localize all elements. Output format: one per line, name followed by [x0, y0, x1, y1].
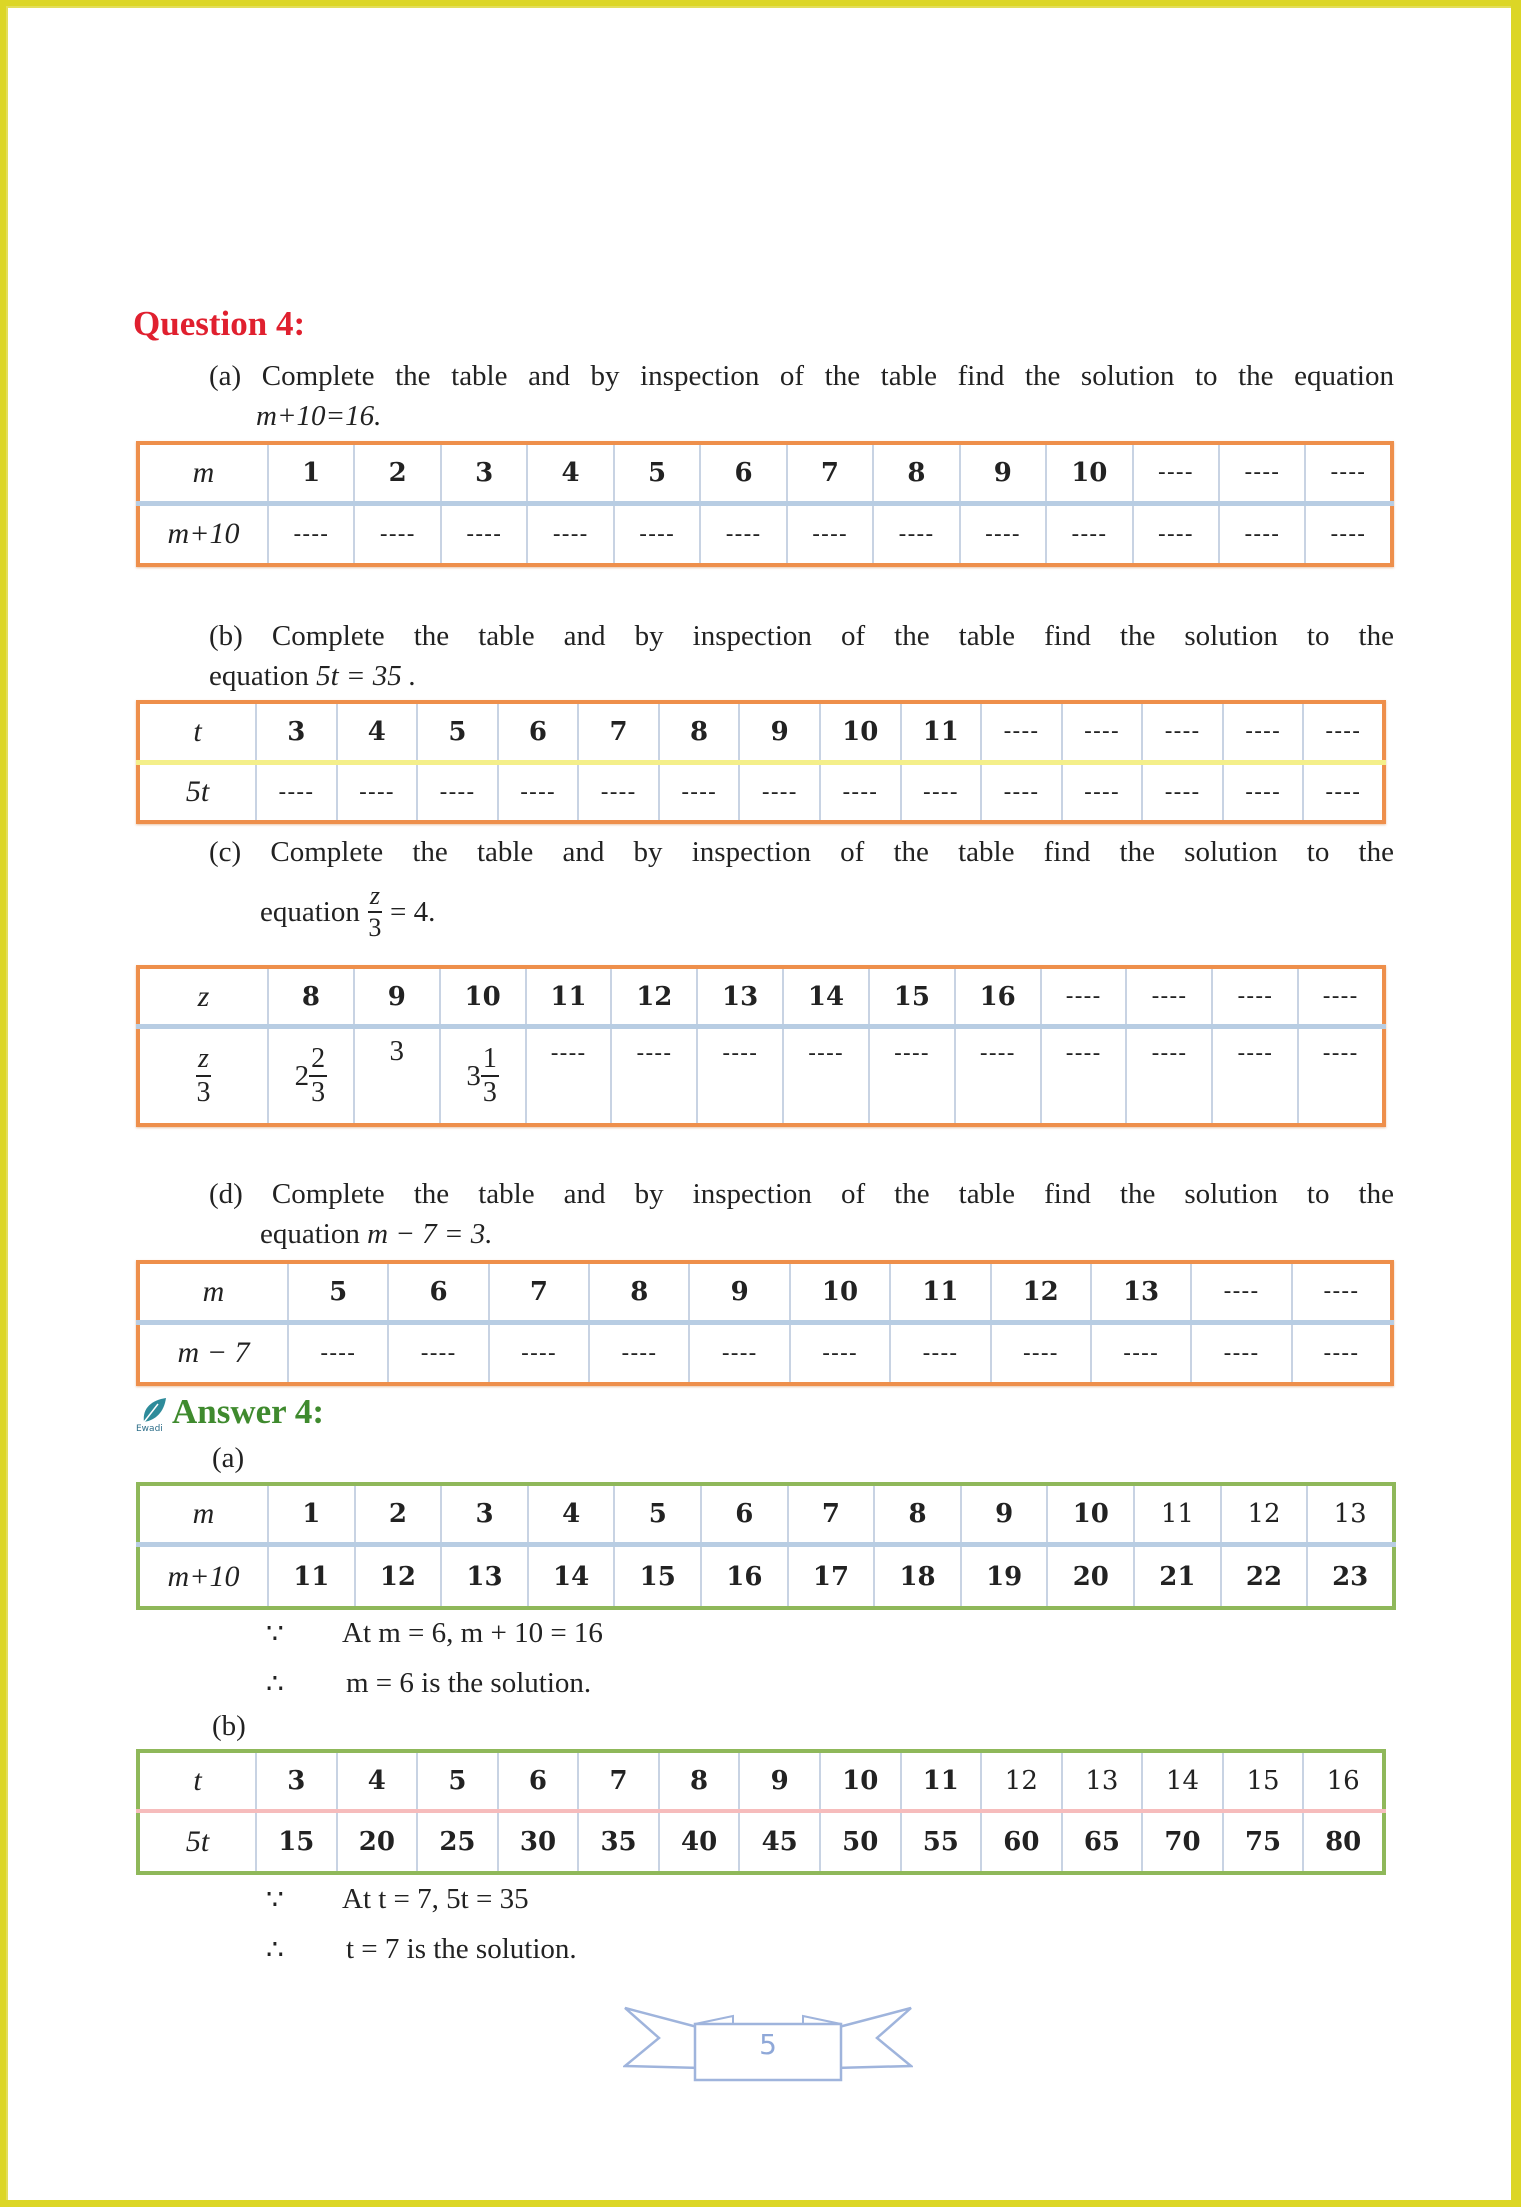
blank-cell: ----: [960, 503, 1046, 565]
therefore-symbol: ∴: [266, 1935, 284, 1966]
answer-b-because-text: At t = 7, 5t = 35: [342, 1883, 529, 1915]
cell: 20: [337, 1811, 418, 1873]
cell: 2: [354, 443, 440, 503]
blank-cell: ----: [578, 762, 659, 822]
answer-title: Answer 4:: [172, 1392, 324, 1431]
question-b-table: [136, 700, 1386, 824]
blank-cell: ----: [337, 762, 418, 822]
answer-heading: [136, 1392, 324, 1432]
blank-cell: ----: [1062, 762, 1143, 822]
blank-cell: ----: [689, 1322, 789, 1384]
blank-cell: ----: [614, 503, 700, 565]
blank-cell: ----: [1041, 1027, 1127, 1126]
cell: 10: [790, 1262, 890, 1322]
blank-cell: ----: [1298, 967, 1384, 1027]
cell: 15: [614, 1545, 701, 1608]
cell: 7: [489, 1262, 589, 1322]
logo-text: Ewadi: [136, 1424, 163, 1434]
blank-cell: ----: [783, 1027, 869, 1126]
whole-part: 3: [466, 1059, 481, 1092]
blank-cell: ----: [388, 1322, 488, 1384]
because-symbol: ∵: [266, 1885, 284, 1916]
cell: 70: [1142, 1811, 1223, 1873]
blank-cell: ----: [873, 503, 959, 565]
blank-cell: ----: [1191, 1322, 1291, 1384]
cell: 4: [337, 702, 418, 762]
cell: 17: [788, 1545, 875, 1608]
cell: 30: [498, 1811, 579, 1873]
blank-cell: ----: [659, 762, 740, 822]
cell: 7: [578, 702, 659, 762]
blank-cell: ----: [288, 1322, 388, 1384]
cell: 15: [869, 967, 955, 1027]
question-a-equation: m+10=16.: [256, 400, 382, 432]
blank-cell: ----: [869, 1027, 955, 1126]
question-d-equation: m − 7 = 3.: [367, 1218, 493, 1250]
cell: 3: [441, 443, 527, 503]
blank-cell: ----: [1212, 1027, 1298, 1126]
cell: 3: [441, 1484, 528, 1545]
cell: 14: [528, 1545, 615, 1608]
equation-prefix: equation: [209, 660, 309, 692]
row-label: 5t: [138, 762, 256, 822]
answer-b-therefore-text: t = 7 is the solution.: [346, 1933, 577, 1965]
blank-cell: ----: [981, 762, 1062, 822]
cell: 9: [739, 702, 820, 762]
cell: 4: [337, 1751, 418, 1811]
row-label: m: [192, 1497, 215, 1531]
question-d-text: (d) Complete the table and by inspection of the table find the solution to the: [209, 1178, 1394, 1210]
cell: 21: [1134, 1545, 1221, 1608]
equation-prefix: equation: [260, 1218, 360, 1250]
cell: 16: [1303, 1751, 1384, 1811]
blank-cell: ----: [991, 1322, 1091, 1384]
blank-cell: ----: [527, 503, 613, 565]
blank-cell: ----: [1091, 1322, 1191, 1384]
fraction: [481, 1045, 499, 1107]
question-d-equation-line: [260, 1218, 492, 1251]
blank-cell: ----: [256, 762, 337, 822]
blank-cell: ----: [498, 762, 579, 822]
cell: 4: [527, 443, 613, 503]
blank-cell: ----: [700, 503, 786, 565]
blank-cell: ----: [354, 503, 440, 565]
cell: 5: [417, 1751, 498, 1811]
cell: 12: [991, 1262, 1091, 1322]
cell: 80: [1303, 1811, 1384, 1873]
blank-cell: ----: [1298, 1027, 1384, 1126]
cell: 14: [1142, 1751, 1223, 1811]
fraction-denominator: 3: [368, 913, 382, 942]
blank-cell: ----: [1133, 503, 1219, 565]
blank-cell: ----: [790, 1322, 890, 1384]
cell: 22: [1221, 1545, 1308, 1608]
cell: 35: [578, 1811, 659, 1873]
fraction: [196, 1045, 211, 1107]
blank-cell: ----: [820, 762, 901, 822]
fraction-denominator: 3: [196, 1077, 211, 1108]
blank-cell: ----: [611, 1027, 697, 1126]
blank-cell: ----: [1292, 1262, 1392, 1322]
cell: 65: [1062, 1811, 1143, 1873]
cell: 11: [890, 1262, 990, 1322]
fraction-denominator: 3: [482, 1077, 497, 1108]
blank-cell: ----: [1046, 503, 1132, 565]
cell: 19: [961, 1545, 1048, 1608]
fraction-denominator: 3: [311, 1077, 326, 1108]
row-label: m − 7: [138, 1322, 288, 1384]
cell: 13: [1091, 1262, 1191, 1322]
cell: 55: [901, 1811, 982, 1873]
fraction-numerator: z: [196, 1045, 211, 1077]
cell: 7: [787, 443, 873, 503]
question-b-text: (b) Complete the table and by inspection of the table find the solution to the: [209, 620, 1394, 652]
cell: 3: [256, 1751, 337, 1811]
cell: 8: [659, 702, 740, 762]
blank-cell: ----: [441, 503, 527, 565]
blank-cell: ----: [526, 1027, 612, 1126]
blank-cell: ----: [1303, 702, 1384, 762]
cell: 6: [388, 1262, 488, 1322]
cell: 45: [739, 1811, 820, 1873]
row-label: 5t: [138, 1811, 256, 1873]
question-c-table: [136, 965, 1386, 1127]
question-c-equation-line: [260, 883, 435, 941]
cell: 7: [788, 1484, 875, 1545]
equation-prefix: equation: [260, 895, 360, 928]
blank-cell: ----: [901, 762, 982, 822]
cell: 6: [701, 1484, 788, 1545]
row-label: z: [197, 979, 210, 1013]
cell: 3: [256, 702, 337, 762]
question-d-table: [136, 1260, 1394, 1386]
cell: 9: [960, 443, 1046, 503]
cell: 11: [1134, 1484, 1221, 1545]
row-label: t: [193, 714, 202, 748]
cell: 7: [578, 1751, 659, 1811]
cell: 5: [288, 1262, 388, 1322]
cell: 9: [354, 967, 440, 1027]
cell: 10: [1046, 443, 1132, 503]
blank-cell: ----: [1305, 443, 1392, 503]
cell: 3: [354, 1027, 440, 1126]
cell: 15: [1223, 1751, 1304, 1811]
cell: 40: [659, 1811, 740, 1873]
blank-cell: ----: [981, 702, 1062, 762]
cell: 11: [901, 1751, 982, 1811]
blank-cell: ----: [1223, 762, 1304, 822]
cell: 1: [268, 443, 354, 503]
blank-cell: ----: [1191, 1262, 1291, 1322]
cell: 6: [498, 1751, 579, 1811]
blank-cell: ----: [1142, 762, 1223, 822]
mixed-number: [295, 1045, 328, 1107]
cell: 8: [589, 1262, 689, 1322]
blank-cell: ----: [787, 503, 873, 565]
fraction-numerator: 1: [481, 1045, 499, 1077]
blank-cell: ----: [1212, 967, 1298, 1027]
cell: 12: [1221, 1484, 1308, 1545]
question-b-equation: 5t = 35 .: [316, 660, 417, 692]
blank-cell: ----: [955, 1027, 1041, 1126]
question-title: Question 4:: [133, 304, 306, 343]
cell: 8: [874, 1484, 961, 1545]
cell: 10: [820, 702, 901, 762]
cell: 20: [1047, 1545, 1134, 1608]
question-a-text: (a) Complete the table and by inspection of the table find the solution to the equation: [209, 360, 1394, 392]
cell: 6: [700, 443, 786, 503]
answer-b-label: (b): [212, 1710, 246, 1742]
cell: 16: [955, 967, 1041, 1027]
therefore-symbol: ∴: [266, 1669, 284, 1700]
question-a-table: [136, 441, 1394, 567]
blank-cell: ----: [417, 762, 498, 822]
cell: 9: [961, 1484, 1048, 1545]
cell: [440, 1027, 526, 1126]
cell: 16: [701, 1545, 788, 1608]
row-label: m+10: [138, 503, 268, 565]
cell: 4: [528, 1484, 615, 1545]
cell: 23: [1307, 1545, 1394, 1608]
cell: 12: [611, 967, 697, 1027]
answer-a-therefore-text: m = 6 is the solution.: [346, 1667, 592, 1699]
whole-part: 2: [294, 1059, 310, 1092]
blank-cell: ----: [1219, 503, 1305, 565]
cell: 13: [441, 1545, 528, 1608]
cell: 9: [739, 1751, 820, 1811]
cell: 1: [268, 1484, 355, 1545]
row-label: m+10: [138, 1545, 268, 1608]
cell: 2: [355, 1484, 442, 1545]
blank-cell: ----: [1126, 967, 1212, 1027]
blank-cell: ----: [1223, 702, 1304, 762]
cell: 18: [874, 1545, 961, 1608]
question-c-text: (c) Complete the table and by inspection of the table find the solution to the: [209, 836, 1394, 868]
cell: 9: [689, 1262, 789, 1322]
page-number: 5: [759, 2028, 777, 2061]
row-label: m: [202, 1274, 225, 1308]
cell: 11: [901, 702, 982, 762]
equation-suffix: = 4.: [389, 895, 436, 928]
blank-cell: ----: [739, 762, 820, 822]
blank-cell: ----: [1126, 1027, 1212, 1126]
cell: 50: [820, 1811, 901, 1873]
cell: 8: [659, 1751, 740, 1811]
cell: 10: [440, 967, 526, 1027]
cell: 60: [981, 1811, 1062, 1873]
fraction: [309, 1045, 327, 1107]
blank-cell: ----: [1292, 1322, 1392, 1384]
cell: 75: [1223, 1811, 1304, 1873]
blank-cell: ----: [1041, 967, 1127, 1027]
cell: 8: [873, 443, 959, 503]
blank-cell: ----: [589, 1322, 689, 1384]
cell: 10: [1047, 1484, 1134, 1545]
question-b-equation-line: [209, 660, 416, 693]
fraction: [368, 883, 382, 941]
leaf-logo-icon: [136, 1396, 168, 1432]
cell: 5: [614, 443, 700, 503]
fraction-numerator: 2: [309, 1045, 327, 1077]
answer-a-table: [136, 1482, 1396, 1610]
cell: 25: [417, 1811, 498, 1873]
blank-cell: ----: [1142, 702, 1223, 762]
row-label: [138, 1027, 268, 1126]
page: [6, 6, 1511, 2200]
blank-cell: ----: [697, 1027, 783, 1126]
cell: 11: [268, 1545, 355, 1608]
cell: 13: [1062, 1751, 1143, 1811]
blank-cell: ----: [1303, 762, 1384, 822]
cell: 14: [783, 967, 869, 1027]
because-symbol: ∵: [266, 1619, 284, 1650]
cell: 15: [256, 1811, 337, 1873]
mixed-number: [466, 1045, 499, 1107]
cell: 6: [498, 702, 579, 762]
cell: 5: [614, 1484, 701, 1545]
cell: 13: [697, 967, 783, 1027]
blank-cell: ----: [1133, 443, 1219, 503]
cell: 12: [355, 1545, 442, 1608]
blank-cell: ----: [1219, 443, 1305, 503]
cell: 13: [1307, 1484, 1394, 1545]
blank-cell: ----: [489, 1322, 589, 1384]
blank-cell: ----: [890, 1322, 990, 1384]
answer-a-label: (a): [212, 1442, 245, 1474]
fraction-numerator: z: [368, 883, 382, 913]
cell: 11: [526, 967, 612, 1027]
cell: 8: [268, 967, 354, 1027]
cell: [268, 1027, 354, 1126]
cell: 12: [981, 1751, 1062, 1811]
answer-b-table: [136, 1749, 1386, 1875]
blank-cell: ----: [268, 503, 354, 565]
row-label: t: [193, 1764, 202, 1797]
cell: 5: [417, 702, 498, 762]
blank-cell: ----: [1062, 702, 1143, 762]
row-label: m: [192, 455, 215, 489]
cell: 10: [820, 1751, 901, 1811]
blank-cell: ----: [1305, 503, 1392, 565]
page-number-ribbon: [623, 1998, 913, 2088]
answer-a-because-text: At m = 6, m + 10 = 16: [342, 1617, 603, 1649]
